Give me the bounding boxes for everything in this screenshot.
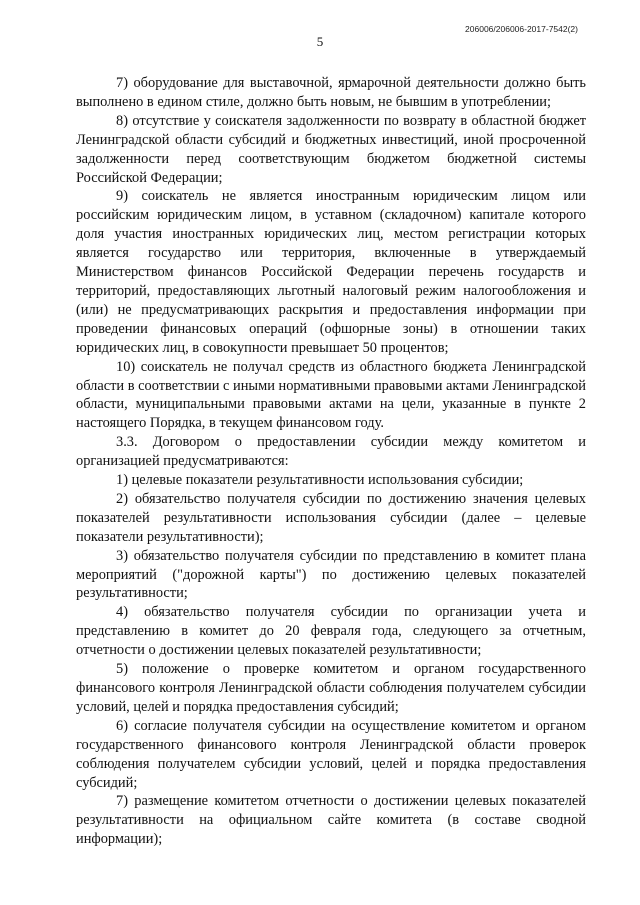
document-code: 206006/206006-2017-7542(2) (465, 24, 578, 34)
paragraph-item-7-equipment: 7) оборудование для выставочной, ярмарочной деятельности должно быть выполнено в едином стиле, должно быть новым, не бывшим в употреблении; (76, 75, 586, 110)
paragraph-contract-item-3: 3) обязательство получателя субсидии по представлению в комитет плана мероприятий ("дорожной карты") по достижению целевых показателей результативности; (76, 547, 586, 602)
page-number: 5 (316, 34, 324, 49)
paragraph-contract-item-5: 5) положение о проверке комитетом и органом государственного финансового контроля Ленинградской области соблюдения получателем субсидии условий, целей и порядка предоставления субсидий; (76, 661, 586, 715)
paragraph-section-3-3: 3.3. Договором о предоставлении субсидии между комитетом и организацией предусматриваются: (76, 434, 586, 470)
paragraph-contract-item-2: 2) обязательство получателя субсидии по достижению значения целевых показателей результативности использования субсидии (далее – целевые показатели результативности); (76, 490, 586, 545)
paragraph-item-10-no-funds: 10) соискатель не получал средств из областного бюджета Ленинградской области в соответствии с иными нормативными правовыми актами Ленинградской области, муниципальными правовыми актами на цели, указанные в пункте 2 настоящего Порядка, в текущем финансовом году. (76, 358, 586, 432)
paragraph-contract-item-4: 4) обязательство получателя субсидии по организации учета и представлению в комитет до 20 февраля года, следующего за отчетным, отчетности о достижении целевых показателей результативности; (76, 604, 586, 659)
paragraph-contract-item-7: 7) размещение комитетом отчетности о достижении целевых показателей результативности на официальном сайте комитета (в составе сводной информации); (76, 793, 586, 848)
paragraph-contract-item-6: 6) согласие получателя субсидии на осуществление комитетом и органом государственного финансового контроля Ленинградской области проверок соблюдения получателем субсидии условий, целей и порядка предоставления субсидий; (76, 717, 586, 791)
paragraph-item-8-no-debt: 8) отсутствие у соискателя задолженности по возврату в областной бюджет Ленинградской области субсидий и бюджетных инвестиций, иной просроченной задолженности перед соответствующим бюджетом бюджетной системы Российской Федерации; (76, 112, 586, 186)
document-body (76, 74, 586, 849)
paragraph-item-9-foreign-entity: 9) соискатель не является иностранным юридическим лицом или российским юридическим лицом, в уставном (складочном) капитале которого доля участия иностранных юридических лиц, местом регистрации которых является государство или территория, включенные в утверждаемый Министерством финансов Российской Федерации перечень государств и территорий, предоставляющих льготный налоговый режим налогообложения и (или) не предусматривающих раскрытия и предоставления информации при проведении финансовых операций (офшорные зоны) в отношении таких юридических лиц, в совокупности превышает 50 процентов; (76, 188, 586, 356)
paragraph-contract-item-1: 1) целевые показатели результативности использования субсидии; (116, 472, 524, 489)
